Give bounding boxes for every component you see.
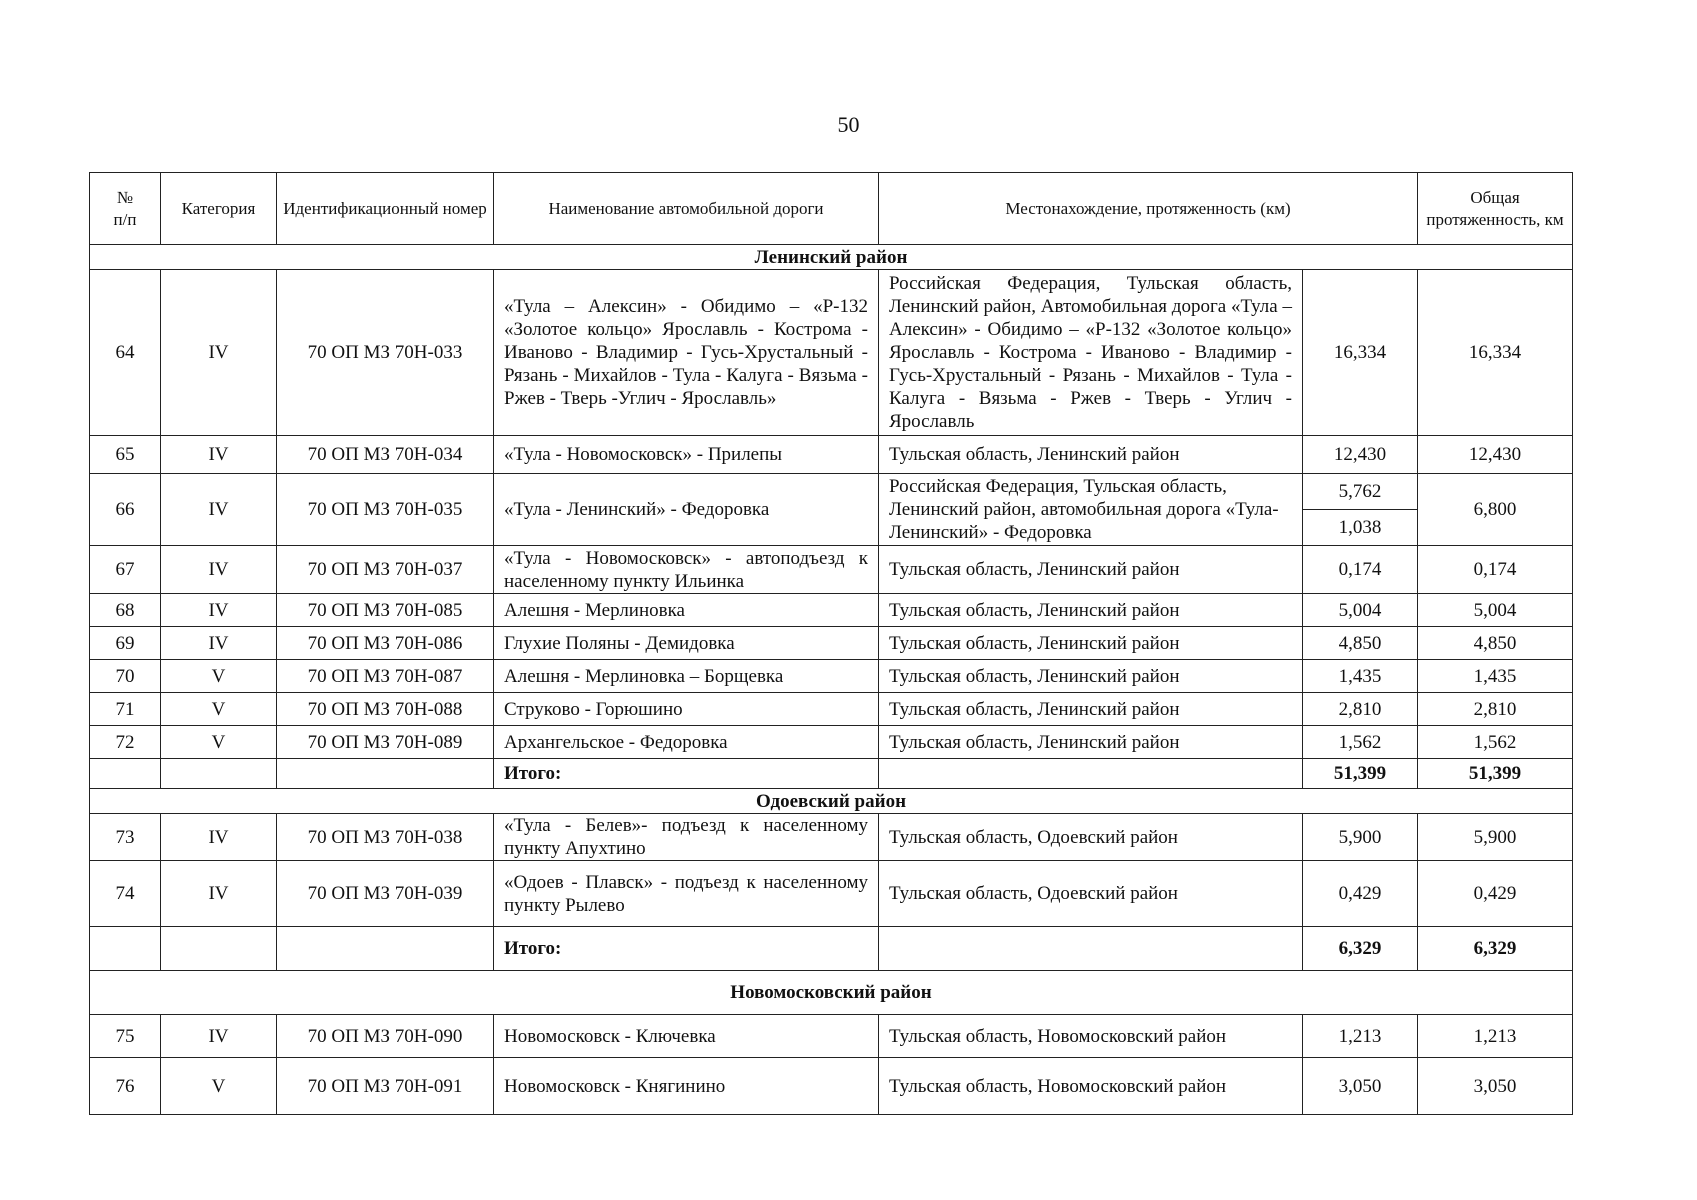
table-row [90, 726, 1573, 759]
row-length: 4,850 [1303, 627, 1418, 660]
row-id: 70 ОП МЗ 70Н-089 [277, 726, 494, 759]
roads-table [89, 172, 1573, 1115]
row-length-part-1: 5,762 [1303, 474, 1418, 510]
row-category: IV [161, 546, 277, 594]
row-category: V [161, 726, 277, 759]
row-location: Тульская область, Новомосковский район [879, 1058, 1303, 1115]
row-id: 70 ОП МЗ 70Н-086 [277, 627, 494, 660]
row-road-name: «Тула - Новомосковск» - Прилепы [494, 436, 879, 474]
row-id: 70 ОП МЗ 70Н-090 [277, 1015, 494, 1058]
table-row [90, 1015, 1573, 1058]
row-category: IV [161, 474, 277, 546]
total-empty-cell [879, 927, 1303, 971]
row-total: 1,213 [1418, 1015, 1573, 1058]
row-road-name: Алешня - Мерлиновка – Борщевка [494, 660, 879, 693]
total-label: Итого: [494, 927, 879, 971]
row-location: Тульская область, Одоевский район [879, 861, 1303, 927]
row-num: 70 [90, 660, 161, 693]
row-category: IV [161, 270, 277, 436]
row-road-name: «Тула - Новомосковск» - автоподъезд к населенному пункту Ильинка [494, 546, 879, 594]
total-row-odoevsky [90, 927, 1573, 971]
row-num: 74 [90, 861, 161, 927]
district-row-odoevsky [90, 789, 1573, 814]
row-id: 70 ОП МЗ 70Н-088 [277, 693, 494, 726]
header-total-length: Общая протяженность, км [1418, 173, 1573, 245]
row-num: 76 [90, 1058, 161, 1115]
row-total: 16,334 [1418, 270, 1573, 436]
row-id: 70 ОП МЗ 70Н-091 [277, 1058, 494, 1115]
header-road-name: Наименование автомобильной дороги [494, 173, 879, 245]
row-id: 70 ОП МЗ 70Н-034 [277, 436, 494, 474]
header-num: № п/п [90, 173, 161, 245]
row-road-name: «Тула – Алексин» - Обидимо – «Р-132 «Золотое кольцо» Ярославль - Кострома - Иваново - Владимир - Гусь-Хрустальный - Рязань - Михайлов - Тула - Калуга - Вязьма - Ржев - Тверь -Углич - Ярославль» [494, 270, 879, 436]
row-location: Тульская область, Ленинский район [879, 693, 1303, 726]
row-id: 70 ОП МЗ 70Н-033 [277, 270, 494, 436]
total-empty-cell [879, 759, 1303, 789]
row-location: Тульская область, Ленинский район [879, 546, 1303, 594]
total-row-leninsky [90, 759, 1573, 789]
row-id: 70 ОП МЗ 70Н-038 [277, 814, 494, 861]
district-title: Ленинский район [90, 245, 1573, 270]
row-location: Российская Федерация, Тульская область, Ленинский район, Автомобильная дорога «Тула – Алексин» - Обидимо – «Р-132 «Золотое кольцо» Ярославль - Кострома - Иваново - Владимир - Гусь-Хрустальный - Рязань - Михайлов - Тула - Калуга - Вязьма - Ржев - Тверь - Углич - Ярославль [879, 270, 1303, 436]
row-length: 5,004 [1303, 594, 1418, 627]
table-row [90, 270, 1573, 436]
total-label: Итого: [494, 759, 879, 789]
district-title: Новомосковский район [90, 971, 1573, 1015]
table-row [90, 474, 1573, 510]
row-road-name: «Тула - Ленинский» - Федоровка [494, 474, 879, 546]
row-total: 3,050 [1418, 1058, 1573, 1115]
header-id: Идентификационный номер [277, 173, 494, 245]
row-length: 1,562 [1303, 726, 1418, 759]
row-category: IV [161, 814, 277, 861]
row-length: 0,429 [1303, 861, 1418, 927]
row-id: 70 ОП МЗ 70Н-085 [277, 594, 494, 627]
table-row [90, 627, 1573, 660]
table-row [90, 594, 1573, 627]
total-sum: 6,329 [1418, 927, 1573, 971]
row-total: 6,800 [1418, 474, 1573, 546]
table-row [90, 436, 1573, 474]
row-total: 2,810 [1418, 693, 1573, 726]
row-num: 64 [90, 270, 161, 436]
row-id: 70 ОП МЗ 70Н-039 [277, 861, 494, 927]
table-row [90, 1058, 1573, 1115]
total-empty-cell [161, 759, 277, 789]
row-road-name: Новомосковск - Ключевка [494, 1015, 879, 1058]
row-num: 72 [90, 726, 161, 759]
total-empty-cell [90, 759, 161, 789]
row-road-name: Глухие Поляны - Демидовка [494, 627, 879, 660]
row-length: 5,900 [1303, 814, 1418, 861]
row-total: 5,004 [1418, 594, 1573, 627]
row-road-name: Алешня - Мерлиновка [494, 594, 879, 627]
row-location: Тульская область, Новомосковский район [879, 1015, 1303, 1058]
row-category: IV [161, 861, 277, 927]
row-length: 3,050 [1303, 1058, 1418, 1115]
row-total: 0,429 [1418, 861, 1573, 927]
table-row [90, 546, 1573, 594]
row-id: 70 ОП МЗ 70Н-087 [277, 660, 494, 693]
row-category: IV [161, 436, 277, 474]
row-num: 68 [90, 594, 161, 627]
row-road-name: Новомосковск - Княгинино [494, 1058, 879, 1115]
row-location: Тульская область, Ленинский район [879, 660, 1303, 693]
row-num: 73 [90, 814, 161, 861]
district-row-leninsky [90, 245, 1573, 270]
row-total: 0,174 [1418, 546, 1573, 594]
total-sum: 51,399 [1418, 759, 1573, 789]
row-num: 69 [90, 627, 161, 660]
row-length: 12,430 [1303, 436, 1418, 474]
row-category: IV [161, 1015, 277, 1058]
table-row [90, 861, 1573, 927]
row-road-name: «Одоев - Плавск» - подъезд к населенному пункту Рылево [494, 861, 879, 927]
total-length: 51,399 [1303, 759, 1418, 789]
row-location: Тульская область, Одоевский район [879, 814, 1303, 861]
row-num: 67 [90, 546, 161, 594]
row-total: 1,435 [1418, 660, 1573, 693]
row-num: 71 [90, 693, 161, 726]
row-id: 70 ОП МЗ 70Н-035 [277, 474, 494, 546]
row-location: Тульская область, Ленинский район [879, 726, 1303, 759]
row-length: 1,435 [1303, 660, 1418, 693]
district-title: Одоевский район [90, 789, 1573, 814]
row-total: 5,900 [1418, 814, 1573, 861]
row-total: 12,430 [1418, 436, 1573, 474]
table-header-row [90, 173, 1573, 245]
header-category: Категория [161, 173, 277, 245]
total-empty-cell [161, 927, 277, 971]
row-location: Тульская область, Ленинский район [879, 594, 1303, 627]
row-length: 2,810 [1303, 693, 1418, 726]
row-num: 66 [90, 474, 161, 546]
row-total: 4,850 [1418, 627, 1573, 660]
row-location: Тульская область, Ленинский район [879, 627, 1303, 660]
row-id: 70 ОП МЗ 70Н-037 [277, 546, 494, 594]
row-length-part-2: 1,038 [1303, 510, 1418, 546]
row-length: 16,334 [1303, 270, 1418, 436]
row-location: Российская Федерация, Тульская область, Ленинский район, автомобильная дорога «Тула-Ленинский» - Федоровка [879, 474, 1303, 546]
row-length: 1,213 [1303, 1015, 1418, 1058]
table-row [90, 660, 1573, 693]
total-empty-cell [277, 927, 494, 971]
total-length: 6,329 [1303, 927, 1418, 971]
row-category: V [161, 660, 277, 693]
row-total: 1,562 [1418, 726, 1573, 759]
row-location: Тульская область, Ленинский район [879, 436, 1303, 474]
table-row [90, 814, 1573, 861]
total-empty-cell [90, 927, 161, 971]
row-road-name: Архангельское - Федоровка [494, 726, 879, 759]
row-num: 65 [90, 436, 161, 474]
table-row [90, 693, 1573, 726]
row-category: IV [161, 594, 277, 627]
row-road-name: «Тула - Белев»- подъезд к населенному пункту Апухтино [494, 814, 879, 861]
row-num: 75 [90, 1015, 161, 1058]
row-category: IV [161, 627, 277, 660]
row-length: 0,174 [1303, 546, 1418, 594]
page-number: 50 [837, 112, 860, 137]
row-category: V [161, 693, 277, 726]
header-location: Местонахождение, протяженность (км) [879, 173, 1418, 245]
total-empty-cell [277, 759, 494, 789]
row-category: V [161, 1058, 277, 1115]
row-road-name: Струково - Горюшино [494, 693, 879, 726]
district-row-novomoskovsky [90, 971, 1573, 1015]
